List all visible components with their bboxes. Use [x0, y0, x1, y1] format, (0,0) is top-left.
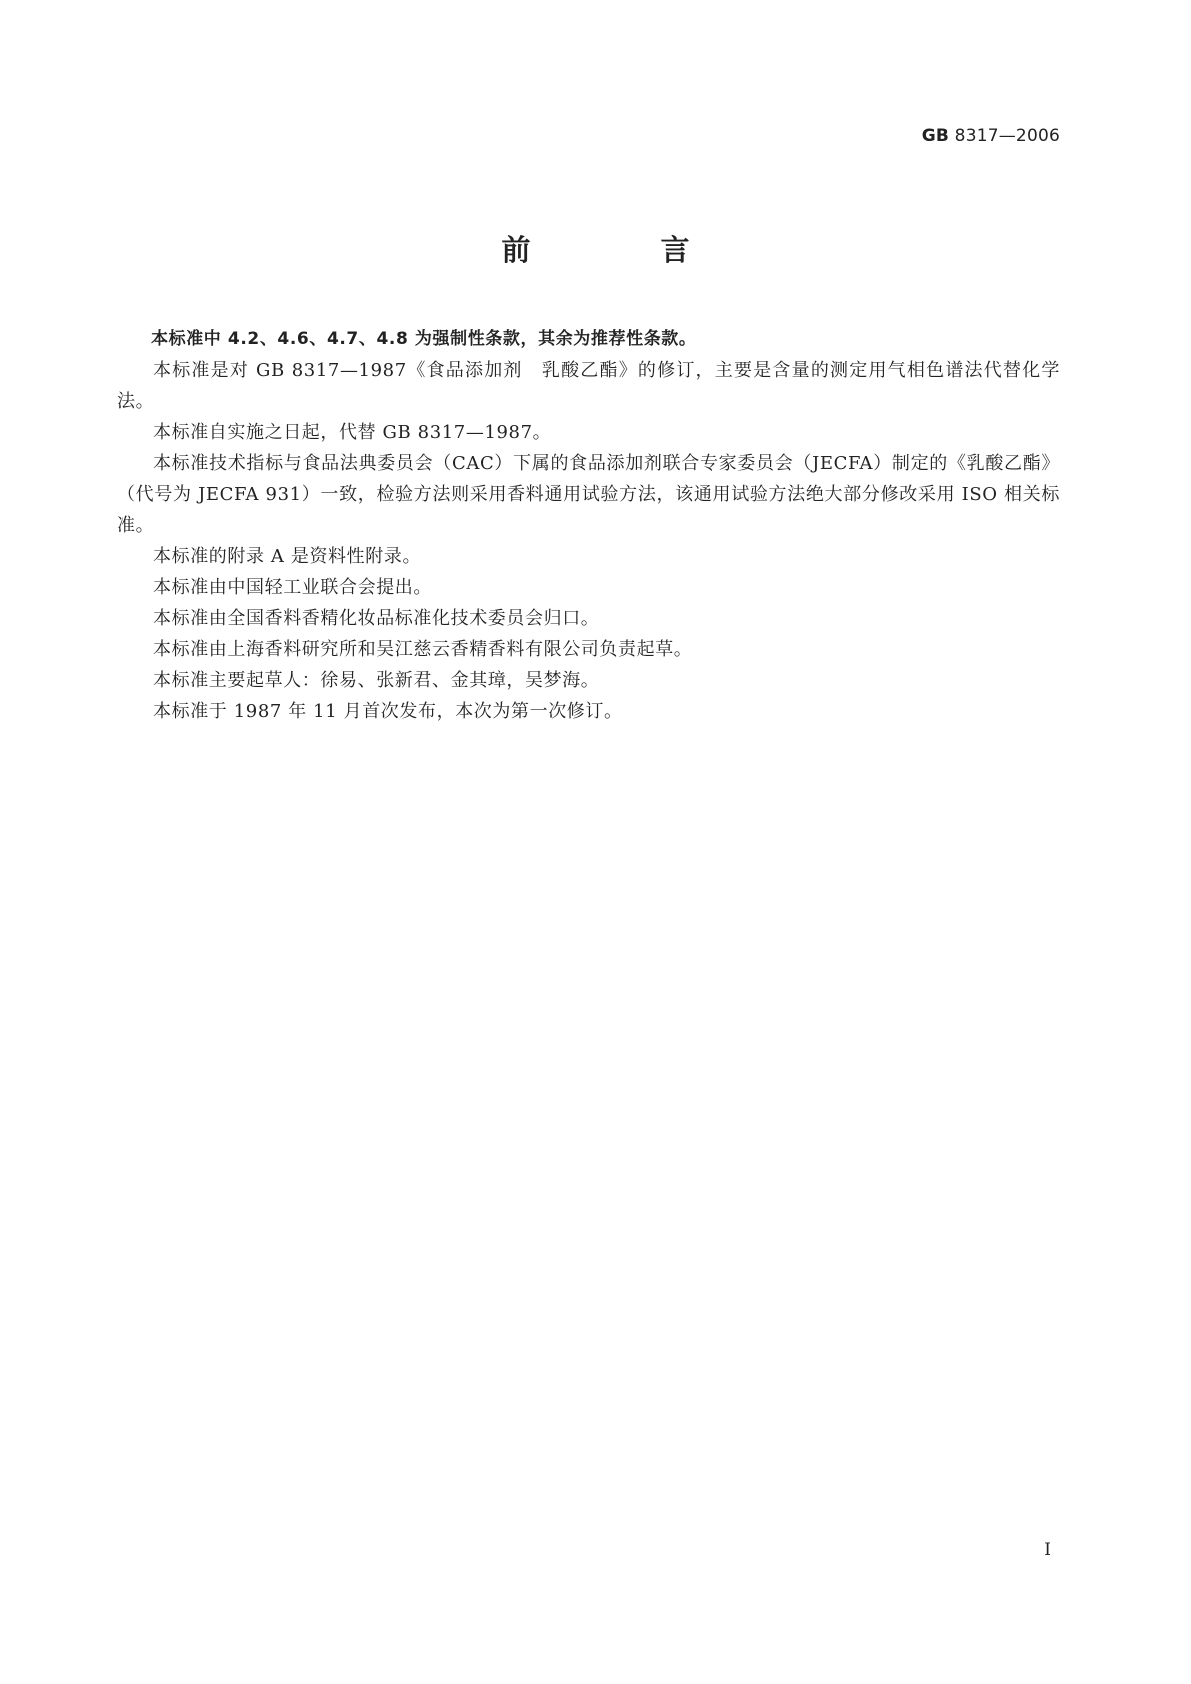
paragraph-appendix: 本标准的附录 A 是资料性附录。	[153, 546, 422, 567]
foreword-body	[117, 324, 1060, 727]
standard-code-number: 8317—2006	[954, 126, 1060, 146]
paragraph-revision: 本标准是对 GB 8317—1987《食品添加剂 乳酸乙酯》的修订，主要是含量的测定用气相色谱法代替化学法。	[117, 360, 1060, 412]
paragraph-drafting-units: 本标准由上海香料研究所和吴江慈云香精香料有限公司负责起草。	[153, 639, 693, 660]
standard-code-prefix: GB	[921, 126, 950, 146]
paragraph-proposer: 本标准由中国轻工业联合会提出。	[153, 577, 432, 598]
page-title: 前 言	[501, 233, 750, 267]
paragraph-mandatory-clauses: 本标准中 4.2、4.6、4.7、4.8 为强制性条款，其余为推荐性条款。	[151, 329, 697, 349]
paragraph-technical-committee: 本标准由全国香料香精化妆品标准化技术委员会归口。	[153, 608, 600, 629]
paragraph-publication-history: 本标准于 1987 年 11 月首次发布，本次为第一次修订。	[153, 701, 623, 722]
page-number: I	[1044, 1540, 1051, 1560]
paragraph-replacement: 本标准自实施之日起，代替 GB 8317—1987。	[153, 422, 552, 443]
standard-code	[922, 126, 1060, 146]
paragraph-drafters: 本标准主要起草人：徐易、张新君、金其璋，吴梦海。	[153, 670, 600, 691]
paragraph-technical-indicators: 本标准技术指标与食品法典委员会（CAC）下属的食品添加剂联合专家委员会（JECFA）制定的《乳酸乙酯》（代号为 JECFA 931）一致，检验方法则采用香料通用试验方法，该通用试验方法绝大部分修改采用 ISO 相关标准。	[117, 453, 1060, 536]
